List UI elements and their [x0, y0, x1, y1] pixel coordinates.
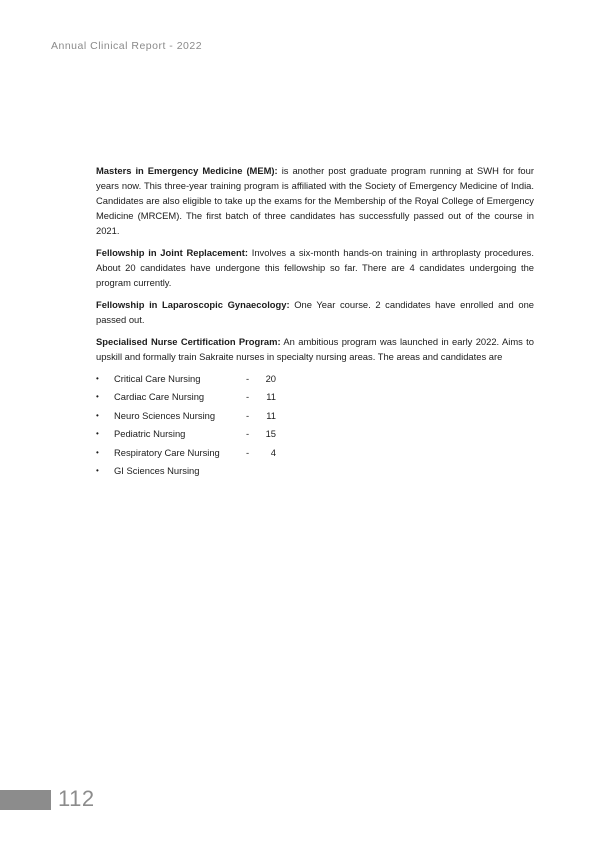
separator-dash: - — [246, 373, 250, 384]
nursing-area-name: Cardiac Care Nursing — [114, 391, 205, 403]
footer-bar — [0, 790, 51, 810]
candidate-count: 15 — [265, 428, 276, 440]
list-item — [96, 371, 534, 389]
separator-dash: - — [246, 446, 250, 458]
nursing-area-name: Pediatric Nursing — [114, 428, 186, 440]
nursing-area-name: Critical Care Nursing — [114, 373, 201, 384]
report-content — [96, 163, 534, 481]
paragraph-heading: Fellowship in Joint Replacement: — [96, 247, 248, 258]
list-item — [96, 389, 534, 407]
bullet-icon: • — [96, 447, 99, 457]
bullet-icon: • — [96, 374, 99, 383]
bullet-icon: • — [96, 410, 99, 420]
bullet-icon: • — [96, 465, 99, 475]
paragraph-text: Involves a six-month hands-on training in arthroplasty procedures. About 20 candidates have undergone this fellowship so far. There are 4 candidates undergoing the program currently. — [96, 247, 534, 288]
paragraph-nurse-certification — [96, 334, 534, 364]
list-item — [96, 426, 534, 444]
paragraph-joint-replacement — [96, 245, 534, 290]
nursing-area-name: Respiratory Care Nursing — [114, 446, 220, 458]
candidate-count: 4 — [270, 446, 276, 458]
paragraph-mem — [96, 163, 534, 238]
separator-dash: - — [246, 409, 250, 421]
paragraph-heading: Masters in Emergency Medicine (MEM): — [96, 165, 278, 176]
list-item — [96, 463, 534, 481]
report-header: Annual Clinical Report - 2022 — [51, 40, 203, 52]
paragraph-text: An ambitious program was launched in early 2022. Aims to upskill and formally train Sakraite nurses in specialty nursing areas. The areas and candidates are — [96, 336, 534, 362]
separator-dash: - — [246, 428, 250, 440]
bullet-icon: • — [96, 429, 99, 439]
candidate-count: 11 — [266, 409, 276, 421]
nursing-area-name: GI Sciences Nursing — [114, 464, 200, 476]
list-item — [96, 445, 534, 463]
paragraph-laparoscopic-gynaecology — [96, 297, 534, 327]
candidate-count: 20 — [265, 373, 276, 384]
paragraph-text: One Year course. 2 candidates have enrolled and one passed out. — [96, 299, 534, 325]
list-item — [96, 408, 534, 426]
nursing-areas-list — [96, 371, 534, 481]
page-number: 112 — [58, 786, 95, 811]
paragraph-text: is another post graduate program running at SWH for four years now. This three-year training program is affiliated with the Society of Emergency Medicine of India. Candidates are also eligible to take up the exams for the Membership of the Royal College of Emergency Medicine (MRCEM). The first batch of three candidates has successfully passed out of the course in 2021. — [96, 165, 534, 236]
nursing-area-name: Neuro Sciences Nursing — [114, 409, 216, 421]
separator-dash: - — [246, 391, 250, 403]
paragraph-heading: Fellowship in Laparoscopic Gynaecology: — [96, 299, 290, 310]
candidate-count: 11 — [266, 391, 276, 403]
bullet-icon: • — [96, 392, 99, 402]
paragraph-heading: Specialised Nurse Certification Program: — [96, 336, 281, 347]
